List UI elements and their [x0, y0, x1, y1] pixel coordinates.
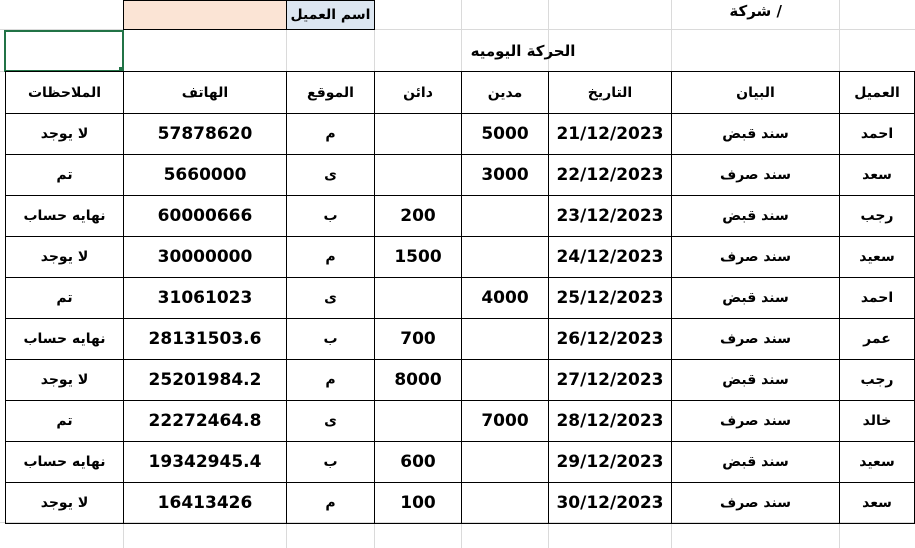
cell-credit[interactable]: 600: [374, 441, 462, 483]
cell-location[interactable]: م: [286, 236, 375, 278]
cell-customer[interactable]: سعد: [839, 154, 915, 196]
cell-customer[interactable]: احمد: [839, 277, 915, 319]
cell-customer[interactable]: رجب: [839, 195, 915, 237]
cell-phone[interactable]: 19342945.4: [123, 441, 287, 483]
cell-debit[interactable]: [461, 482, 549, 524]
cell-credit[interactable]: 1500: [374, 236, 462, 278]
cell-customer[interactable]: سعيد: [839, 441, 915, 483]
cell-phone[interactable]: 60000666: [123, 195, 287, 237]
cell-credit[interactable]: [374, 400, 462, 442]
customer-name-label-cell[interactable]: اسم العميل: [286, 0, 375, 30]
cell-phone[interactable]: 57878620: [123, 113, 287, 155]
cell-credit[interactable]: [374, 277, 462, 319]
cell-date[interactable]: 21/12/2023: [548, 113, 672, 155]
cell-statement[interactable]: سند قبض: [671, 441, 840, 483]
cell-date[interactable]: 26/12/2023: [548, 318, 672, 360]
cell-notes[interactable]: لا يوجد: [5, 113, 124, 155]
cell-date[interactable]: 25/12/2023: [548, 277, 672, 319]
cell-notes[interactable]: نهايه حساب: [5, 318, 124, 360]
header-date[interactable]: التاريخ: [548, 71, 672, 114]
cell-phone[interactable]: 31061023: [123, 277, 287, 319]
header-statement[interactable]: البيان: [671, 71, 840, 114]
cell-date[interactable]: 28/12/2023: [548, 400, 672, 442]
cell-location[interactable]: ب: [286, 441, 375, 483]
cell-phone[interactable]: 28131503.6: [123, 318, 287, 360]
cell-location[interactable]: ى: [286, 154, 375, 196]
header-location[interactable]: الموقع: [286, 71, 375, 114]
header-credit[interactable]: دائن: [374, 71, 462, 114]
cell-notes[interactable]: نهايه حساب: [5, 441, 124, 483]
cell-location[interactable]: م: [286, 359, 375, 401]
cell-date[interactable]: 30/12/2023: [548, 482, 672, 524]
cell-debit[interactable]: [461, 441, 549, 483]
cell-location[interactable]: ى: [286, 400, 375, 442]
cell-debit[interactable]: 7000: [461, 400, 549, 442]
cell-debit[interactable]: 5000: [461, 113, 549, 155]
cell-debit[interactable]: [461, 318, 549, 360]
cell-statement[interactable]: سند قبض: [671, 359, 840, 401]
cell-statement[interactable]: سند قبض: [671, 113, 840, 155]
cell-credit[interactable]: [374, 154, 462, 196]
selected-cell[interactable]: [4, 30, 124, 72]
cell-debit[interactable]: [461, 195, 549, 237]
cell-statement[interactable]: سند صرف: [671, 400, 840, 442]
cell-credit[interactable]: 200: [374, 195, 462, 237]
cell-date[interactable]: 27/12/2023: [548, 359, 672, 401]
cell-phone[interactable]: 25201984.2: [123, 359, 287, 401]
customer-name-value-cell[interactable]: [123, 0, 287, 30]
cell-customer[interactable]: سعد: [839, 482, 915, 524]
cell-phone[interactable]: 30000000: [123, 236, 287, 278]
cell-customer[interactable]: خالد: [839, 400, 915, 442]
cell-customer[interactable]: سعيد: [839, 236, 915, 278]
cell-credit[interactable]: 100: [374, 482, 462, 524]
header-customer[interactable]: العميل: [839, 71, 915, 114]
cell-statement[interactable]: سند صرف: [671, 236, 840, 278]
cell-notes[interactable]: تم: [5, 277, 124, 319]
cell-customer[interactable]: احمد: [839, 113, 915, 155]
cell-date[interactable]: 23/12/2023: [548, 195, 672, 237]
cell-notes[interactable]: تم: [5, 154, 124, 196]
cell-date[interactable]: 22/12/2023: [548, 154, 672, 196]
cell-location[interactable]: م: [286, 482, 375, 524]
cell-location[interactable]: ى: [286, 277, 375, 319]
header-notes[interactable]: الملاحظات: [5, 71, 124, 114]
header-debit[interactable]: مدين: [461, 71, 549, 114]
cell-phone[interactable]: 16413426: [123, 482, 287, 524]
cell-notes[interactable]: لا يوجد: [5, 236, 124, 278]
cell-phone[interactable]: 5660000: [123, 154, 287, 196]
cell-notes[interactable]: لا يوجد: [5, 482, 124, 524]
cell-statement[interactable]: سند صرف: [671, 154, 840, 196]
cell-notes[interactable]: لا يوجد: [5, 359, 124, 401]
cell-credit[interactable]: [374, 113, 462, 155]
cell-location[interactable]: ب: [286, 195, 375, 237]
cell-debit[interactable]: 3000: [461, 154, 549, 196]
cell-location[interactable]: م: [286, 113, 375, 155]
cell-credit[interactable]: 8000: [374, 359, 462, 401]
cell-debit[interactable]: [461, 359, 549, 401]
cell-credit[interactable]: 700: [374, 318, 462, 360]
cell-statement[interactable]: سند قبض: [671, 277, 840, 319]
cell-statement[interactable]: سند قبض: [671, 195, 840, 237]
cell-debit[interactable]: 4000: [461, 277, 549, 319]
header-phone[interactable]: الهاتف: [123, 71, 287, 114]
cell-notes[interactable]: تم: [5, 400, 124, 442]
cell-location[interactable]: ب: [286, 318, 375, 360]
cell-statement[interactable]: سند صرف: [671, 318, 840, 360]
cell-statement[interactable]: سند صرف: [671, 482, 840, 524]
sheet-title[interactable]: الحركة اليوميه: [470, 41, 576, 60]
cell-debit[interactable]: [461, 236, 549, 278]
cell-date[interactable]: 24/12/2023: [548, 236, 672, 278]
cell-phone[interactable]: 22272464.8: [123, 400, 287, 442]
company-label-cell[interactable]: شركة /: [729, 2, 782, 20]
cell-customer[interactable]: رجب: [839, 359, 915, 401]
cell-notes[interactable]: نهايه حساب: [5, 195, 124, 237]
cell-date[interactable]: 29/12/2023: [548, 441, 672, 483]
cell-customer[interactable]: عمر: [839, 318, 915, 360]
